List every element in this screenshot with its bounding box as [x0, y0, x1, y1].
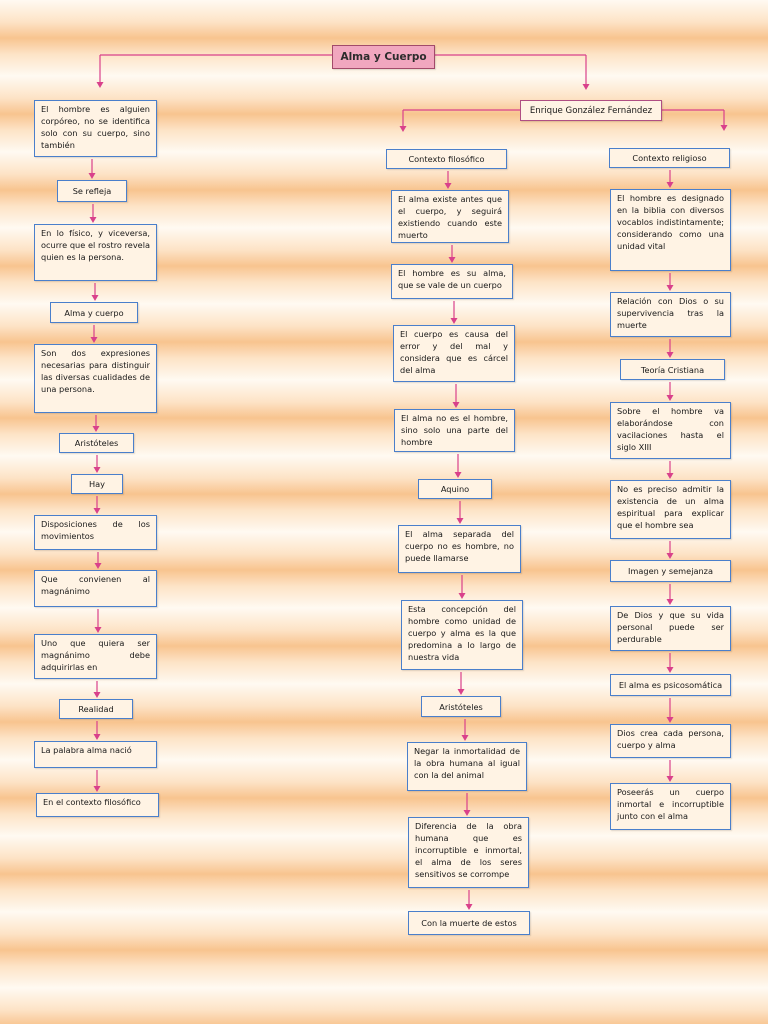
left-node-5: Son dos expresiones necesarias para distinguir las diversas cualidades de una persona. [34, 344, 157, 413]
arrowhead [464, 810, 471, 816]
arrowhead [667, 667, 674, 673]
arrowhead [90, 217, 97, 223]
arrowhead [667, 352, 674, 358]
arrowhead [667, 285, 674, 291]
left-node-4: Alma y cuerpo [50, 302, 138, 323]
right-node-5: Sobre el hombre va elaborándose con vacilaciones hasta el siglo XIII [610, 402, 731, 459]
arrowhead [721, 125, 728, 131]
mid-node-12: Con la muerte de estos [408, 911, 530, 935]
mid-node-10: Negar la inmortalidad de la obra humana al igual con la del animal [407, 742, 527, 791]
right-node-2: El hombre es designado en la biblia con diversos vocablos indistintamente; considerando como una unidad vital [610, 189, 731, 271]
arrowhead [95, 563, 102, 569]
mid-node-9: Aristóteles [421, 696, 501, 717]
mid-node-1: Contexto filosófico [386, 149, 507, 169]
arrowhead [455, 472, 462, 478]
mid-node-11: Diferencia de la obra humana que es incorruptible e inmortal, el alma de los seres sensitivos se corrompe [408, 817, 529, 888]
mid-node-4: El cuerpo es causa del error y del mal y considera que es cárcel del alma [393, 325, 515, 382]
mid-node-6: Aquino [418, 479, 492, 499]
arrowhead [94, 734, 101, 740]
arrowhead [466, 904, 473, 910]
left-node-2: Se refleja [57, 180, 127, 202]
left-node-3: En lo físico, y viceversa, ocurre que el rostro revela quien es la persona. [34, 224, 157, 281]
mid-node-7: El alma separada del cuerpo no es hombre, no puede llamarse [398, 525, 521, 573]
arrowhead [667, 553, 674, 559]
arrowhead [93, 426, 100, 432]
mid-node-3: El hombre es su alma, que se vale de un cuerpo [391, 264, 513, 299]
right-node-8: De Dios y que su vida personal puede ser perdurable [610, 606, 731, 651]
arrowhead [462, 735, 469, 741]
right-node-10: Dios crea cada persona, cuerpo y alma [610, 724, 731, 758]
arrowhead [459, 593, 466, 599]
author-node: Enrique González Fernández [520, 100, 662, 121]
arrowhead [94, 692, 101, 698]
mid-node-8: Esta concepción del hombre como unidad de cuerpo y alma es la que predomina a lo largo de nuestra vida [401, 600, 523, 670]
arrowhead [667, 717, 674, 723]
arrowhead [667, 395, 674, 401]
left-node-12: La palabra alma nació [34, 741, 157, 768]
left-node-11: Realidad [59, 699, 133, 719]
left-node-10: Uno que quiera ser magnánimo debe adquirirlas en [34, 634, 157, 679]
right-node-6: No es preciso admitir la existencia de un alma espiritual para explicar que el hombre sea [610, 480, 731, 539]
arrowhead [94, 508, 101, 514]
left-node-9: Que convienen al magnánimo [34, 570, 157, 607]
arrowhead [449, 257, 456, 263]
arrowhead [458, 689, 465, 695]
left-node-6: Aristóteles [59, 433, 134, 453]
left-node-13: En el contexto filosófico [36, 793, 159, 817]
title-node: Alma y Cuerpo [332, 45, 435, 69]
arrowhead [89, 173, 96, 179]
right-node-7: Imagen y semejanza [610, 560, 731, 582]
arrowhead [667, 776, 674, 782]
arrowhead [451, 318, 458, 324]
arrowhead [94, 786, 101, 792]
mid-node-5: El alma no es el hombre, sino solo una parte del hombre [394, 409, 515, 452]
arrowhead [667, 182, 674, 188]
arrowhead [667, 599, 674, 605]
arrowhead [91, 337, 98, 343]
left-node-1: El hombre es alguien corpóreo, no se identifica solo con su cuerpo, sino también [34, 100, 157, 157]
right-node-4: Teoría Cristiana [620, 359, 725, 380]
arrowhead [583, 84, 590, 90]
arrowhead [453, 402, 460, 408]
arrowhead [667, 473, 674, 479]
right-node-9: El alma es psicosomática [610, 674, 731, 696]
left-node-7: Hay [71, 474, 123, 494]
right-node-11: Poseerás un cuerpo inmortal e incorruptible junto con el alma [610, 783, 731, 830]
mid-node-2: El alma existe antes que el cuerpo, y seguirá existiendo cuando este muerto [391, 190, 509, 243]
left-node-8: Disposiciones de los movimientos [34, 515, 157, 550]
arrowhead [400, 126, 407, 132]
arrowhead [95, 627, 102, 633]
right-node-3: Relación con Dios o su supervivencia tras la muerte [610, 292, 731, 337]
right-node-1: Contexto religioso [609, 148, 730, 168]
arrowhead [445, 183, 452, 189]
arrowhead [97, 82, 104, 88]
arrowhead [92, 295, 99, 301]
arrowhead [94, 467, 101, 473]
arrowhead [457, 518, 464, 524]
